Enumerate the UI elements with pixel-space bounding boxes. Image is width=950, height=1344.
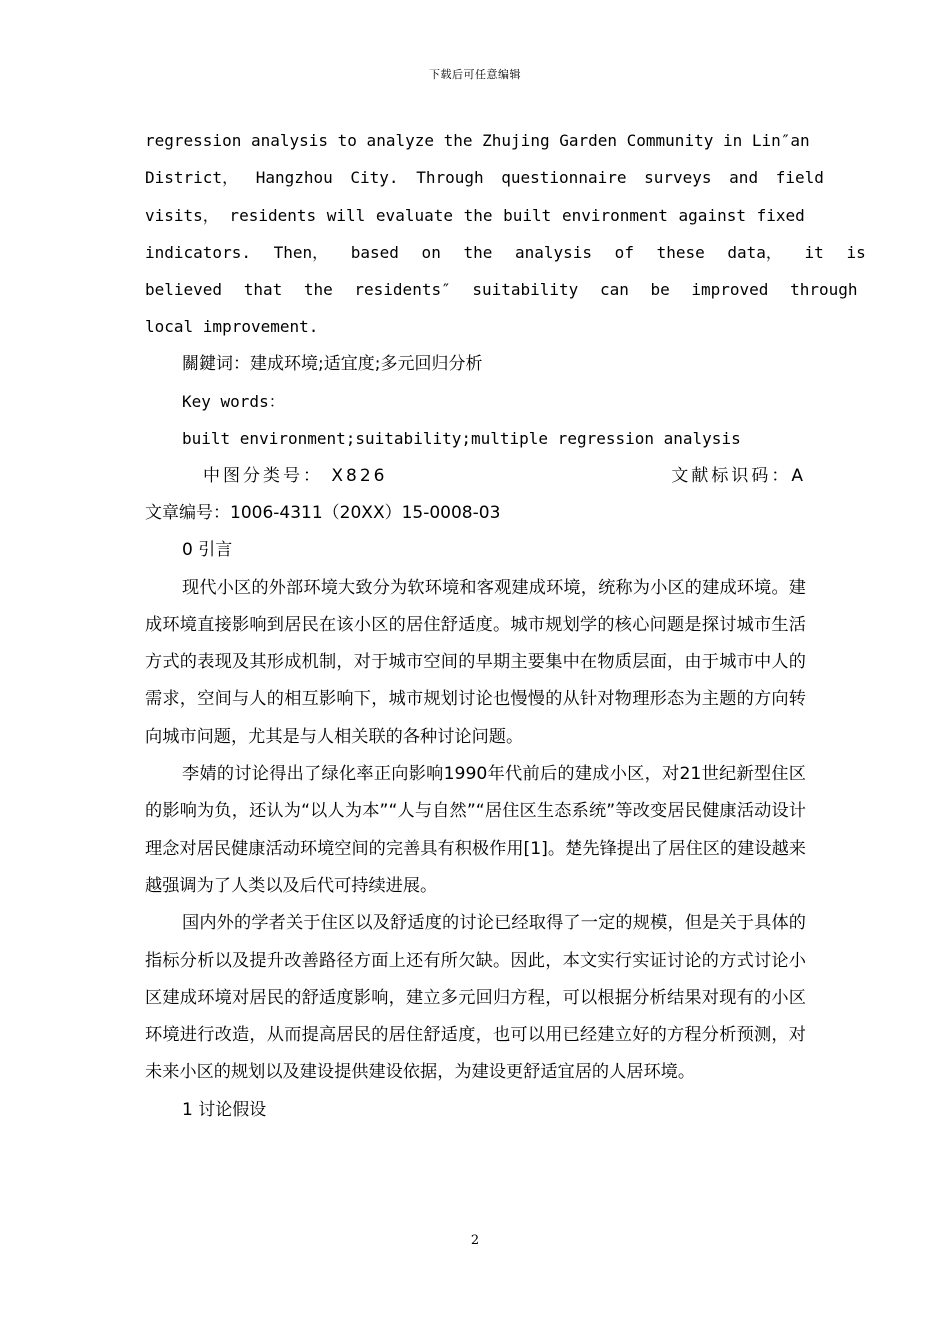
section-heading-hypothesis: 1 讨论假设 bbox=[182, 1099, 267, 1120]
abstract-line: indicators. Then， based on the analysis of these data， it is bbox=[145, 242, 866, 262]
page-header-note: 下载后可任意编辑 bbox=[429, 68, 521, 81]
article-number: 文章编号：1006-4311（20XX）15-0008-03 bbox=[145, 502, 501, 523]
abstract-line: believed that the residents″ suitability can be improved through bbox=[145, 280, 858, 300]
classification-row bbox=[145, 458, 806, 495]
document-body bbox=[145, 122, 866, 1129]
document-code: 文献标识码：A bbox=[671, 465, 806, 486]
abstract-line: local improvement. bbox=[145, 317, 319, 337]
english-abstract bbox=[145, 122, 866, 346]
section-heading-introduction: 0 引言 bbox=[182, 540, 233, 561]
chinese-keywords: 關鍵词：建成环境;适宜度;多元回归分析 bbox=[182, 353, 483, 374]
clc-number: 中图分类号： X826 bbox=[203, 465, 388, 486]
english-keywords-label: Key words： bbox=[182, 392, 285, 412]
body-paragraph: 现代小区的外部环境大致分为软环境和客观建成环境，统称为小区的建成环境。建成环境直接影响到居民在该小区的居住舒适度。城市规划学的核心问题是探讨城市生活方式的表现及其形成机制，对于城市空间的早期主要集中在物质层面，由于城市中人的需求，空间与人的相互影响下，城市规划讨论也慢慢的从针对物理形态为主题的方向转向城市问题，尤其是与人相关联的各种讨论问题。 bbox=[145, 577, 806, 747]
abstract-line: visits， residents will evaluate the built environment against fixed bbox=[145, 205, 805, 225]
body-paragraph: 国内外的学者关于住区以及舒适度的讨论已经取得了一定的规模，但是关于具体的指标分析以及提升改善路径方面上还有所欠缺。因此，本文实行实证讨论的方式讨论小区建成环境对居民的舒适度影响，建立多元回归方程，可以根据分析结果对现有的小区环境进行改造，从而提高居民的居住舒适度，也可以用已经建立好的方程分析预测，对未来小区的规划以及建设提供建设依据，为建设更舒适宜居的人居环境。 bbox=[145, 913, 806, 1083]
page-number: 2 bbox=[470, 1233, 480, 1248]
body-paragraph: 李婧的讨论得出了绿化率正向影响1990年代前后的建成小区，对21世纪新型住区的影响为负，还认为“以人为本”“人与自然”“居住区生态系统”等改变居民健康活动设计理念对居民健康活动环境空间的完善具有积极作用[1]。楚先锋提出了居住区的建设越来越强调为了人类以及后代可持续进展。 bbox=[145, 764, 806, 896]
english-keywords: built environment;suitability;multiple regression analysis bbox=[182, 429, 741, 449]
abstract-line: District， Hangzhou City. Through questionnaire surveys and field bbox=[145, 168, 824, 188]
abstract-line: regression analysis to analyze the Zhujing Garden Community in Lin″an bbox=[145, 131, 810, 150]
